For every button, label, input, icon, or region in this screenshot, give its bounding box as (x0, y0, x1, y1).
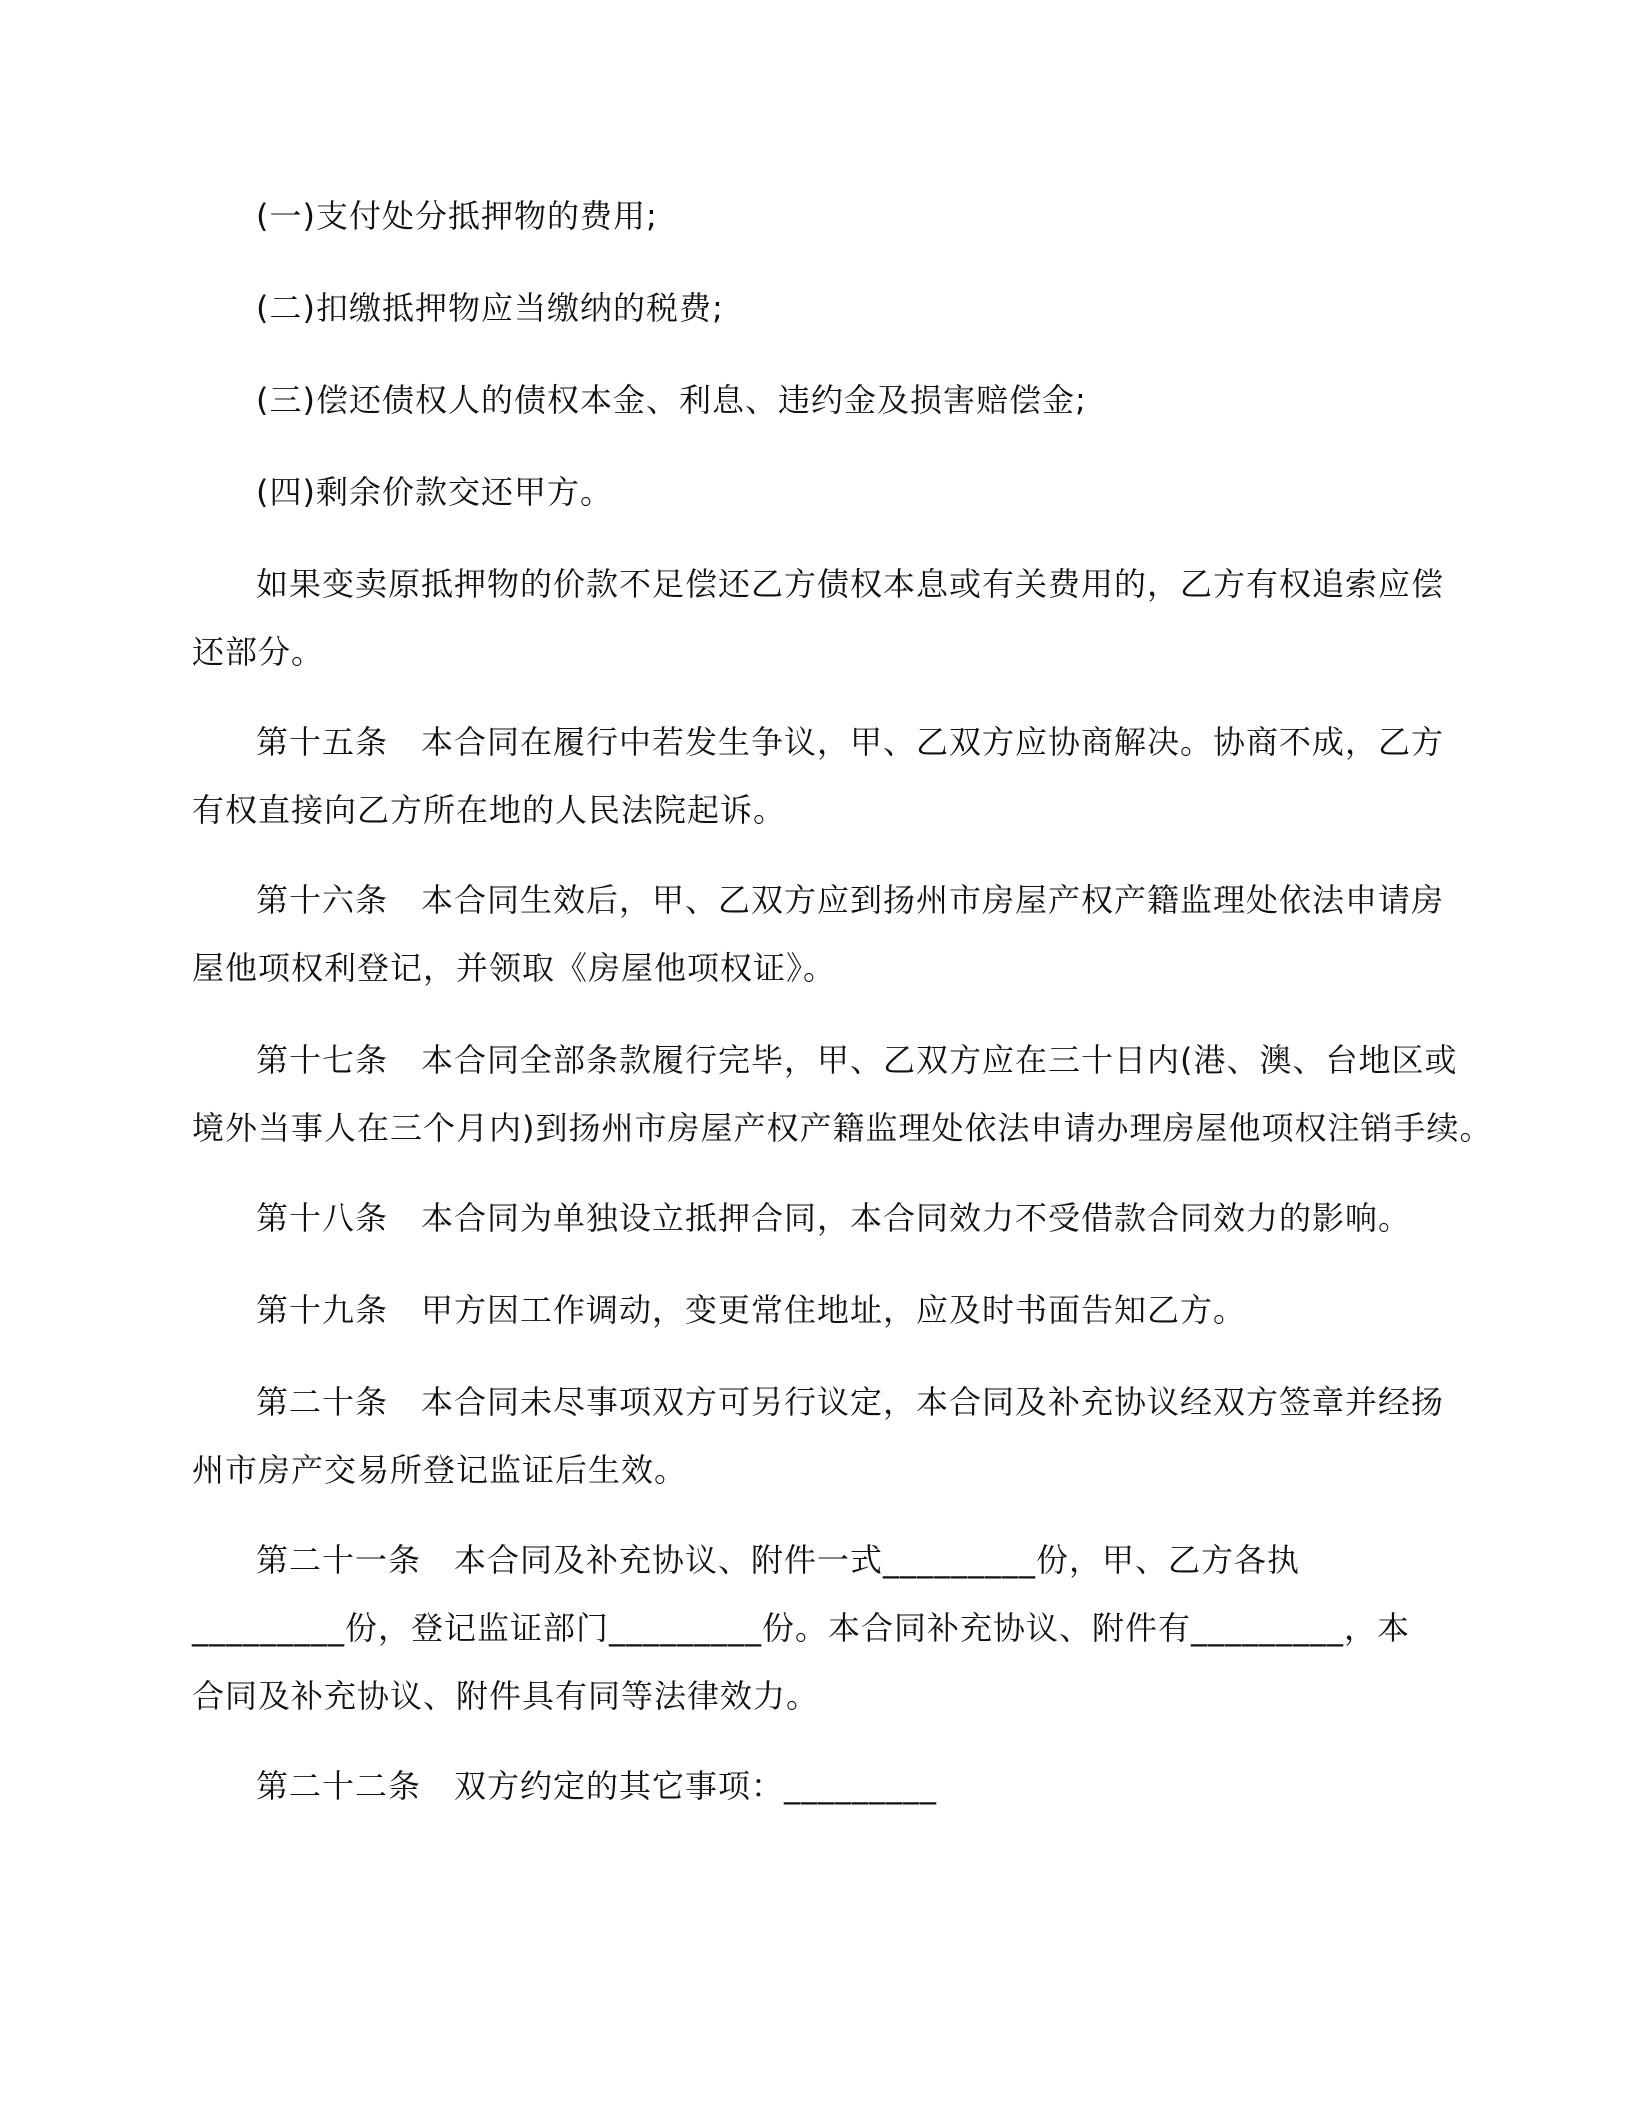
article-20-line-1: 第二十条 本合同未尽事项双方可另行议定，本合同及补充协议经双方签章并经扬 (256, 1383, 1445, 1421)
article-19: 第十九条 甲方因工作调动，变更常住地址，应及时书面告知乙方。 (256, 1291, 1247, 1329)
article-22: 第二十二条 双方约定的其它事项：_________ (256, 1767, 938, 1805)
article-16-line-2: 屋他项权利登记，并领取《房屋他项权证》。 (192, 949, 837, 987)
paragraph-deficiency-line-1: 如果变卖原抵押物的价款不足偿还乙方债权本息或有关费用的，乙方有权追索应偿 (256, 565, 1445, 603)
article-16-line-1: 第十六条 本合同生效后，甲、乙双方应到扬州市房屋产权产籍监理处依法申请房 (256, 881, 1445, 919)
article-20-line-2: 州市房产交易所登记监证后生效。 (192, 1451, 688, 1489)
paragraph-deficiency-line-2: 还部分。 (192, 633, 325, 671)
article-15-line-1: 第十五条 本合同在履行中若发生争议，甲、乙双方应协商解决。协商不成，乙方 (256, 723, 1445, 761)
article-17-line-1: 第十七条 本合同全部条款履行完毕，甲、乙双方应在三十日内(港、澳、台地区或 (256, 1041, 1458, 1079)
clause-item-3: (三)偿还债权人的债权本金、利息、违约金及损害赔偿金; (256, 381, 1087, 419)
article-17-line-2: 境外当事人在三个月内)到扬州市房屋产权产籍监理处依法申请办理房屋他项权注销手续。 (192, 1109, 1493, 1147)
article-21-line-1: 第二十一条 本合同及补充协议、附件一式_________份，甲、乙方各执 (256, 1541, 1301, 1579)
article-15-line-2: 有权直接向乙方所在地的人民法院起诉。 (192, 791, 787, 829)
clause-item-2: (二)扣缴抵押物应当缴纳的税费; (256, 289, 724, 327)
article-18: 第十八条 本合同为单独设立抵押合同，本合同效力不受借款合同效力的影响。 (256, 1199, 1412, 1237)
clause-item-1: (一)支付处分抵押物的费用; (256, 197, 658, 235)
article-21-line-2: _________份，登记监证部门_________份。本合同补充协议、附件有_________，本 (192, 1609, 1411, 1647)
clause-item-4: (四)剩余价款交还甲方。 (256, 473, 613, 511)
article-21-line-3: 合同及补充协议、附件具有同等法律效力。 (192, 1677, 820, 1715)
